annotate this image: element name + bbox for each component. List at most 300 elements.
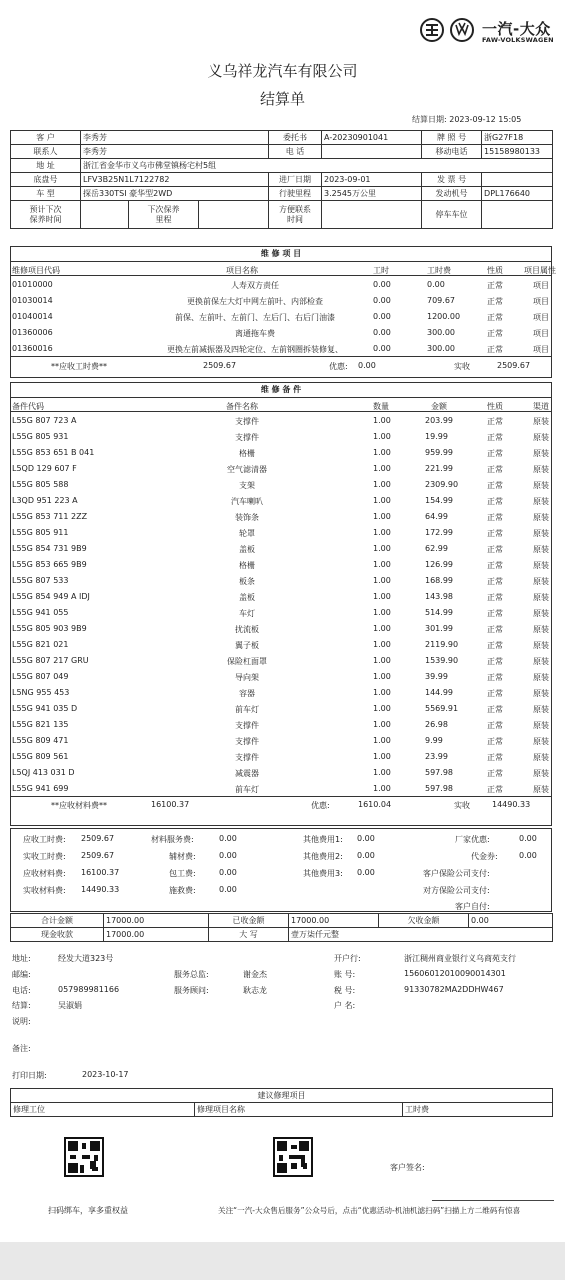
part-code: L55G 853 651 B 041 [12,448,95,457]
part-row [11,684,551,700]
part-amount: 514.99 [425,608,453,617]
repair-item-name: 更换前保左大灯中网左前叶、内部检查 [187,297,323,306]
part-name: 导向架 [235,673,259,682]
factory-discount-value: 0.00 [519,834,537,843]
part-nature: 正常 [487,689,503,698]
part-qty: 1.00 [373,416,391,425]
part-qty: 1.00 [373,496,391,505]
part-channel: 原装 [533,737,549,746]
voucher-value: 0.00 [519,851,537,860]
part-nature: 正常 [487,417,503,426]
repair-item-attr: 项目 [533,329,549,338]
repair-item-nature: 正常 [487,345,503,354]
part-name: 盖板 [239,593,255,602]
part-qty: 1.00 [373,432,391,441]
part-qty: 1.00 [373,720,391,729]
entry-date-label: 进厂日期 [269,173,322,187]
repair-item-row [11,340,551,356]
part-code: L55G 805 588 [12,480,69,489]
repair-items-list [11,276,551,356]
part-row [11,636,551,652]
part-channel: 原装 [533,481,549,490]
part-amount: 39.99 [425,672,448,681]
part-row [11,412,551,428]
part-name: 前车灯 [235,705,259,714]
mobile-label: 移动电话 [422,145,482,159]
engine-value: DPL176640 [482,187,553,201]
repair-item-name: 更换左前减振器及四轮定位、左前钢圈拆装修复、 [167,345,343,354]
vw-emblem-icon [450,18,474,42]
remark-label: 备注: [12,1044,31,1053]
parts-title: 维 修 备 件 [11,383,551,398]
part-nature: 正常 [487,561,503,570]
repair-header-fee: 工时费 [427,266,451,275]
contact-time-value [322,201,422,229]
part-channel: 原装 [533,561,549,570]
part-code: L5QD 129 607 F [12,464,77,473]
advisor-value: 耿志龙 [243,986,267,995]
repair-item-hours: 0.00 [373,328,391,337]
repair-item-attr: 项目 [533,313,549,322]
part-name: 板条 [239,577,255,586]
labor-due-value: 2509.67 [81,834,115,843]
part-qty: 1.00 [373,768,391,777]
invoice-label: 发 票 号 [422,173,482,187]
settler-value: 吴淑娟 [58,1001,82,1010]
repair-item-code: 01010000 [12,280,53,289]
part-amount: 2309.90 [425,480,459,489]
repair-discount-value: 0.00 [358,361,376,370]
part-channel: 原装 [533,769,549,778]
parts-sum-label: **应收材料费** [51,801,107,810]
customer-signature-label: 客户签名: [390,1163,425,1172]
repair-item-code: 01030014 [12,296,53,305]
total-value: 17000.00 [104,914,209,928]
service-fee-label: 材料服务费: [151,835,194,844]
part-qty: 1.00 [373,560,391,569]
repair-items-section [10,246,556,378]
parts-header-qty: 数量 [373,402,389,411]
repair-item-nature: 正常 [487,329,503,338]
part-code: L55G 809 471 [12,736,69,745]
part-amount: 5569.91 [425,704,459,713]
part-channel: 原装 [533,577,549,586]
address-label: 地 址 [11,159,81,173]
tax-value: 91330782MA2DDHW467 [404,985,504,994]
other-fee-2-label: 其他费用2: [303,852,343,861]
part-code: L55G 821 021 [12,640,69,649]
part-amount: 19.99 [425,432,448,441]
repair-item-fee: 300.00 [427,344,455,353]
part-row [11,444,551,460]
parts-section [10,382,552,826]
repair-header-attr: 项目属性 [524,266,556,275]
repair-header-hours: 工时 [373,266,389,275]
part-code: L55G 807 533 [12,576,69,585]
repair-sum-label: **应收工时费** [51,362,107,371]
address-footer-value: 经发大道323号 [58,954,114,963]
part-nature: 正常 [487,513,503,522]
part-name: 车灯 [239,609,255,618]
part-name: 容器 [239,689,255,698]
repair-header-name: 项目名称 [226,266,258,275]
print-date-value: 2023-10-17 [82,1070,129,1079]
settler-label: 结算: [12,1001,31,1010]
contact-time-label: 方便联系 时间 [269,201,322,229]
parts-sum-value: 16100.37 [151,800,190,809]
repair-item-code: 01360006 [12,328,53,337]
part-name: 扰流板 [235,625,259,634]
part-row [11,764,551,780]
part-amount: 221.99 [425,464,453,473]
brand-name-en: FAW-VOLKSWAGEN [482,36,554,44]
repair-actual-label: 实收 [454,362,470,371]
part-name: 支撑件 [235,417,259,426]
part-name: 支架 [239,481,255,490]
part-code: L55G 807 049 [12,672,69,681]
parking-value [482,201,553,229]
repair-item-fee: 300.00 [427,328,455,337]
part-row [11,572,551,588]
part-row [11,716,551,732]
customer-insurance-label: 客户保险公司支付: [423,869,490,878]
model-label: 车 型 [11,187,81,201]
part-qty: 1.00 [373,672,391,681]
suggest-header-item: 修理项目名称 [195,1103,403,1117]
advisor-label: 服务顾问: [174,986,209,995]
part-code: L55G 854 949 A IDJ [12,592,90,601]
part-code: L55G 821 135 [12,720,69,729]
part-channel: 原装 [533,545,549,554]
mileage-value: 3.2545万公里 [322,187,422,201]
part-row [11,732,551,748]
next-maintenance-time-value [81,201,129,229]
totals-table [10,913,553,942]
customer-label: 客 户 [11,131,81,145]
part-channel: 原装 [533,657,549,666]
part-name: 汽车喇叭 [231,497,263,506]
repair-item-attr: 项目 [533,297,549,306]
part-nature: 正常 [487,753,503,762]
vin-value: LFV3B25N1L7122782 [81,173,269,187]
part-code: L5QJ 413 031 D [12,768,75,777]
part-amount: 143.98 [425,592,453,601]
parts-header-nature: 性质 [487,402,503,411]
part-nature: 正常 [487,497,503,506]
phone-label: 电 话 [269,145,322,159]
part-nature: 正常 [487,673,503,682]
material-due-value: 16100.37 [81,868,120,877]
repair-item-row [11,292,551,308]
part-qty: 1.00 [373,544,391,553]
brand-name-cn: 一汽-大众 [482,20,551,38]
order-label: 委托书 [269,131,322,145]
qr-code-oil-filter[interactable] [273,1137,313,1177]
part-qty: 1.00 [373,784,391,793]
part-nature: 正常 [487,449,503,458]
part-code: L55G 941 699 [12,784,69,793]
part-amount: 168.99 [425,576,453,585]
part-code: L55G 853 665 9B9 [12,560,87,569]
part-row [11,620,551,636]
part-channel: 原装 [533,433,549,442]
part-channel: 原装 [533,753,549,762]
qr-code-bind-car[interactable] [64,1137,104,1177]
model-value: 探岳330TSI 豪华型2WD [81,187,269,201]
part-qty: 1.00 [373,640,391,649]
other-insurance-label: 对方保险公司支付: [423,886,490,895]
part-nature: 正常 [487,609,503,618]
part-name: 支撑件 [235,753,259,762]
part-name: 支撑件 [235,721,259,730]
parts-actual-value: 14490.33 [492,800,531,809]
part-channel: 原装 [533,705,549,714]
part-code: L55G 854 731 9B9 [12,544,87,553]
contact-value: 李秀芳 [81,145,269,159]
repair-item-fee: 709.67 [427,296,455,305]
mileage-label: 行驶里程 [269,187,322,201]
received-value: 17000.00 [289,914,379,928]
account-name-label: 户 名: [334,1001,356,1010]
parts-header-code: 备件代码 [12,402,44,411]
vin-label: 底盘号 [11,173,81,187]
parts-list [11,412,551,796]
contact-label: 联系人 [11,145,81,159]
construction-fee-value: 0.00 [219,885,237,894]
parts-discount-value: 1610.04 [358,800,392,809]
part-code: L55G 807 217 GRU [12,656,89,665]
cash-value: 17000.00 [104,928,209,942]
parts-discount-label: 优惠: [311,801,330,810]
part-amount: 2119.90 [425,640,459,649]
part-code: L55G 809 561 [12,752,69,761]
material-actual-value: 14490.33 [81,885,120,894]
part-qty: 1.00 [373,576,391,585]
bottom-bar [0,1242,565,1280]
part-row [11,476,551,492]
part-row [11,508,551,524]
repair-item-name: 离通拖车费 [235,329,275,338]
account-value: 15606012010090014301 [404,969,506,978]
part-qty: 1.00 [373,464,391,473]
contract-fee-label: 包工费: [169,869,196,878]
part-nature: 正常 [487,737,503,746]
part-nature: 正常 [487,433,503,442]
next-maintenance-time-label: 预计下次 保养时间 [11,201,81,229]
part-qty: 1.00 [373,752,391,761]
mobile-value: 15158980133 [482,145,553,159]
service-fee-value: 0.00 [219,834,237,843]
account-label: 账 号: [334,970,356,979]
parts-header-amount: 金额 [431,402,447,411]
tel-label: 电话: [12,986,31,995]
bank-label: 开户行: [334,954,361,963]
entry-date-value: 2023-09-01 [322,173,422,187]
part-qty: 1.00 [373,624,391,633]
signature-line [432,1200,554,1201]
repair-item-row [11,276,551,292]
bank-value: 浙江稠州商业银行义乌商苑支行 [404,954,516,963]
repair-item-hours: 0.00 [373,312,391,321]
material-actual-label: 实收材料费: [23,886,66,895]
owed-value: 0.00 [469,914,553,928]
part-channel: 原装 [533,689,549,698]
customer-value: 李秀芳 [81,131,269,145]
part-nature: 正常 [487,529,503,538]
other-fee-3-label: 其他费用3: [303,869,343,878]
director-value: 谢金杰 [243,970,267,979]
part-name: 保险杠面罩 [227,657,267,666]
order-value: A-20230901041 [322,131,422,145]
director-label: 服务总监: [174,970,209,979]
part-channel: 原装 [533,417,549,426]
part-amount: 126.99 [425,560,453,569]
part-amount: 23.99 [425,752,448,761]
part-row [11,540,551,556]
other-fee-3-value: 0.00 [357,868,375,877]
part-amount: 64.99 [425,512,448,521]
part-nature: 正常 [487,481,503,490]
part-name: 前车灯 [235,785,259,794]
part-row [11,748,551,764]
part-amount: 597.98 [425,784,453,793]
part-amount: 597.98 [425,768,453,777]
part-nature: 正常 [487,705,503,714]
repair-item-attr: 项目 [533,345,549,354]
labor-due-label: 应收工时费: [23,835,66,844]
faw-emblem-icon [420,18,444,42]
part-name: 轮罩 [239,529,255,538]
aux-fee-label: 辅材费: [169,852,196,861]
other-fee-1-value: 0.00 [357,834,375,843]
part-amount: 62.99 [425,544,448,553]
part-amount: 26.98 [425,720,448,729]
part-name: 减震器 [235,769,259,778]
self-pay-label: 客户自付: [455,902,490,911]
repair-item-row [11,324,551,340]
part-channel: 原装 [533,593,549,602]
note-label: 说明: [12,1017,31,1026]
parts-actual-label: 实收 [454,801,470,810]
part-nature: 正常 [487,657,503,666]
part-row [11,428,551,444]
repair-header-code: 维修项目代码 [12,266,60,275]
part-channel: 原装 [533,529,549,538]
part-name: 翼子板 [235,641,259,650]
part-channel: 原装 [533,513,549,522]
part-nature: 正常 [487,593,503,602]
part-code: L3QD 951 223 A [12,496,78,505]
part-qty: 1.00 [373,528,391,537]
part-row [11,780,551,796]
repair-item-row [11,308,551,324]
brand-logo [420,16,560,46]
part-code: L55G 805 931 [12,432,69,441]
next-maintenance-mileage-value [199,201,269,229]
suggested-repairs-table [10,1088,553,1117]
part-code: L5NG 955 453 [12,688,70,697]
part-nature: 正常 [487,625,503,634]
parts-sum-row [11,796,551,810]
part-amount: 9.99 [425,736,443,745]
part-name: 格栅 [239,449,255,458]
part-nature: 正常 [487,465,503,474]
address-value: 浙江省金华市义乌市佛堂镇杨宅村5组 [81,159,553,173]
repair-item-nature: 正常 [487,297,503,306]
part-nature: 正常 [487,769,503,778]
part-amount: 1539.90 [425,656,459,665]
contract-fee-value: 0.00 [219,868,237,877]
part-nature: 正常 [487,785,503,794]
part-row [11,492,551,508]
repair-item-hours: 0.00 [373,280,391,289]
customer-info-table [10,130,553,229]
repair-item-attr: 项目 [533,281,549,290]
suggest-header-fee: 工时费 [403,1103,553,1117]
part-name: 支撑件 [235,737,259,746]
part-qty: 1.00 [373,512,391,521]
invoice-value [482,173,553,187]
phone-value [322,145,422,159]
cash-label: 现金收款 [11,928,104,942]
plate-value: 浙G27F18 [482,131,553,145]
part-row [11,524,551,540]
repair-item-nature: 正常 [487,281,503,290]
part-channel: 原装 [533,785,549,794]
total-label: 合计金额 [11,914,104,928]
aux-fee-value: 0.00 [219,851,237,860]
part-amount: 144.99 [425,688,453,697]
part-code: L55G 805 911 [12,528,69,537]
repair-sum-value: 2509.67 [203,361,237,370]
part-row [11,604,551,620]
part-amount: 959.99 [425,448,453,457]
part-amount: 172.99 [425,528,453,537]
next-maintenance-mileage-label: 下次保养 里程 [129,201,199,229]
zip-label: 邮编: [12,970,31,979]
company-name: 义乌祥龙汽车有限公司 [207,62,358,80]
other-fee-2-value: 0.00 [357,851,375,860]
part-row [11,588,551,604]
labor-actual-value: 2509.67 [81,851,115,860]
suggest-header-station: 修理工位 [11,1103,195,1117]
voucher-label: 代金券: [471,852,498,861]
part-name: 空气滤清器 [227,465,267,474]
repair-item-name: 前保、左前叶、左前门、左后门、右后门油漆 [175,313,335,322]
tel-value: 057989981166 [58,985,120,994]
part-nature: 正常 [487,721,503,730]
print-date-label: 打印日期: [12,1071,47,1080]
repair-item-code: 01360016 [12,344,53,353]
part-qty: 1.00 [373,480,391,489]
labor-actual-label: 实收工时费: [23,852,66,861]
factory-discount-label: 厂家优惠: [455,835,490,844]
repair-item-hours: 0.00 [373,344,391,353]
part-channel: 原装 [533,625,549,634]
part-code: L55G 807 723 A [12,416,77,425]
part-channel: 原装 [533,449,549,458]
suggested-repairs-title: 建议修理项目 [11,1089,553,1103]
part-name: 支撑件 [235,433,259,442]
parts-header-name: 备件名称 [226,402,258,411]
part-amount: 301.99 [425,624,453,633]
repair-item-fee: 1200.00 [427,312,461,321]
part-channel: 原装 [533,673,549,682]
repair-item-name: 人寿双方责任 [231,281,279,290]
part-qty: 1.00 [373,592,391,601]
repair-items-title: 维 修 项 目 [11,247,551,262]
engine-label: 发动机号 [422,187,482,201]
